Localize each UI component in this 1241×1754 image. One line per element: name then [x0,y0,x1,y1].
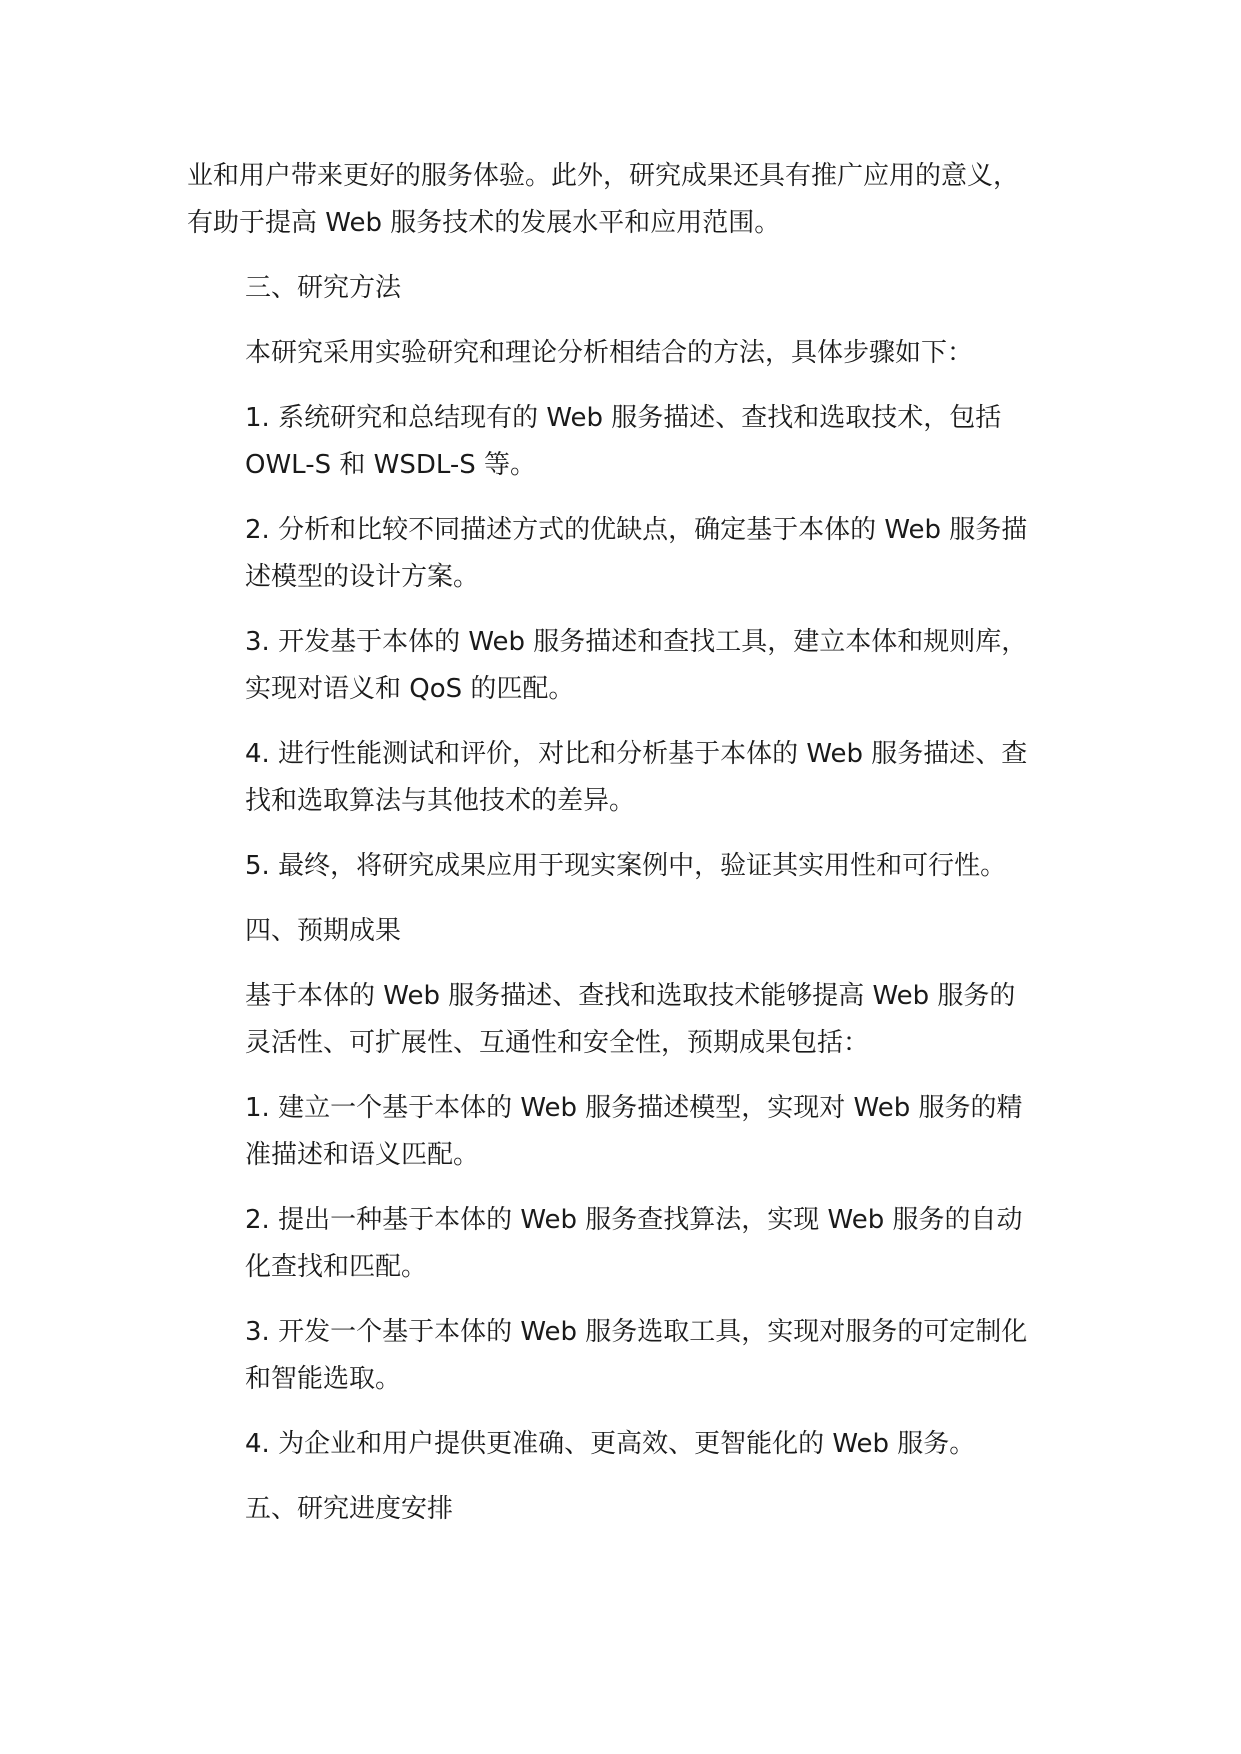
paragraph [187,1309,1067,1403]
paragraph-line: 四、预期成果 [245,916,402,946]
paragraph-line: 三、研究方法 [245,273,402,303]
paragraph-line: 业和用户带来更好的服务体验。此外，研究成果还具有推广应用的意义， [187,161,1020,191]
paragraph-line: 本研究采用实验研究和理论分析相结合的方法，具体步骤如下： [245,338,974,368]
paragraph [187,908,1067,955]
paragraph-line: 找和选取算法与其他技术的差异。 [245,786,636,816]
paragraph-line: 有助于提高 Web 服务技术的发展水平和应用范围。 [187,208,781,238]
paragraph-line: 实现对语义和 QoS 的匹配。 [245,674,575,704]
paragraph [187,507,1067,601]
paragraph-line: 准描述和语义匹配。 [245,1140,480,1170]
paragraph-line: 4. 为企业和用户提供更准确、更高效、更智能化的 Web 服务。 [245,1429,976,1459]
paragraph [187,1486,1067,1533]
paragraph [187,731,1067,825]
paragraph-line: 3. 开发基于本体的 Web 服务描述和查找工具，建立本体和规则库， [245,627,1028,657]
paragraph-line: 2. 提出一种基于本体的 Web 服务查找算法，实现 Web 服务的自动 [245,1205,1023,1235]
paragraph-line: 基于本体的 Web 服务描述、查找和选取技术能够提高 Web 服务的 [245,981,1016,1011]
paragraph-line: 2. 分析和比较不同描述方式的优缺点，确定基于本体的 Web 服务描 [245,515,1028,545]
paragraph [187,1085,1067,1179]
paragraph [187,1421,1067,1468]
paragraph [187,330,1067,377]
paragraph-line: 和智能选取。 [245,1364,402,1394]
paragraph [187,973,1067,1067]
paragraph-line: 五、研究进度安排 [245,1494,454,1524]
paragraph-line: 1. 系统研究和总结现有的 Web 服务描述、查找和选取技术，包括 [245,403,1002,433]
paragraph-line: OWL-S 和 WSDL-S 等。 [245,450,537,480]
paragraph-line: 3. 开发一个基于本体的 Web 服务选取工具，实现对服务的可定制化 [245,1317,1028,1347]
paragraph [187,619,1067,713]
paragraph [187,1197,1067,1291]
paragraph-line: 1. 建立一个基于本体的 Web 服务描述模型，实现对 Web 服务的精 [245,1093,1023,1123]
paragraph [187,395,1067,489]
paragraph-line: 5. 最终，将研究成果应用于现实案例中，验证其实用性和可行性。 [245,851,1007,881]
paragraph [187,843,1067,890]
document-body [187,153,1067,1551]
paragraph-line: 4. 进行性能测试和评价，对比和分析基于本体的 Web 服务描述、查 [245,739,1028,769]
paragraph-line: 化查找和匹配。 [245,1252,428,1282]
paragraph [187,153,1067,247]
paragraph-line: 述模型的设计方案。 [245,562,480,592]
paragraph-line: 灵活性、可扩展性、互通性和安全性，预期成果包括： [245,1028,870,1058]
paragraph [187,265,1067,312]
